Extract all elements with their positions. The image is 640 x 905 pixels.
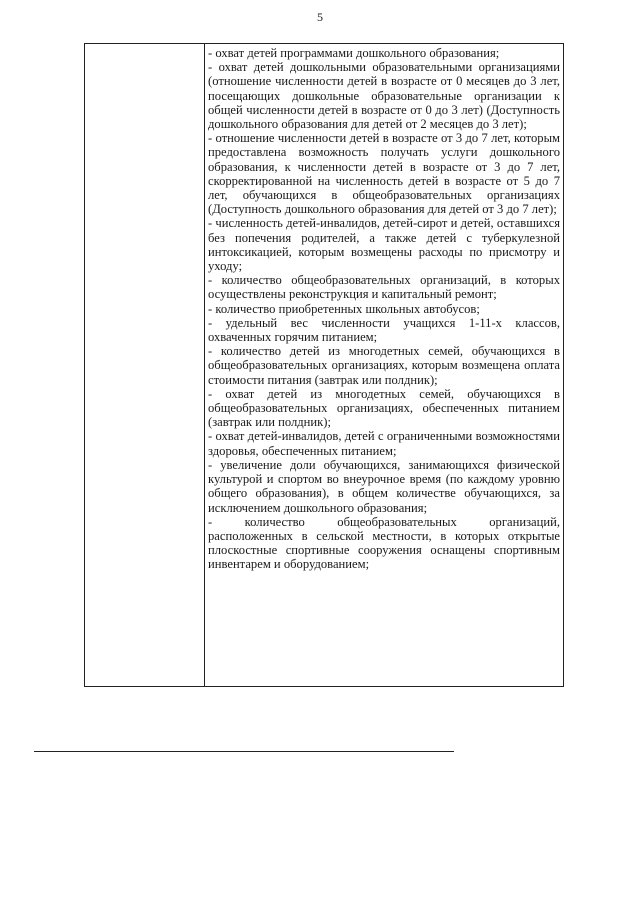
list-item: - охват детей программами дошкольного образования; [208,46,500,60]
list-item: - охват детей из многодетных семей, обучающихся в общеобразовательных организациях, обеспеченных питанием (завтрак или полдник); [208,386,560,430]
list-item: - охват детей дошкольными образовательными организациями (отношение численности детей в возрасте от 0 месяцев до 3 лет, посещающих дошкольные образовательные организации к общей численности детей в возрасте от 0 до 3 лет) (Доступность дошкольного образования для детей от 2 месяцев до 3 лет); [208,60,560,132]
indicator-table [84,43,564,687]
indicator-list [208,46,560,572]
list-item: - количество приобретенных школьных автобусов; [208,301,480,316]
list-item: - количество общеобразовательных организаций, в которых осуществлены реконструкция и капитальный ремонт; [208,273,560,302]
list-item: - увеличение доли обучающихся, занимающихся физической культурой и спортом во внеурочное время (по каждому уровню общего образования), в общем количестве обучающихся, за исключением дошкольного образования; [208,457,560,515]
column-divider [204,44,205,686]
list-item: - охват детей-инвалидов, детей с ограниченными возможностями здоровья, обеспеченных питанием; [208,429,560,458]
list-item: - количество общеобразовательных организаций, расположенных в сельской местности, в которых открытые плоскостные спортивные сооружения оснащены спортивным инвентарем и оборудованием; [208,514,560,572]
footer-rule [34,751,454,752]
list-item: - количество детей из многодетных семей, обучающихся в общеобразовательных организациях, которым возмещена оплата стоимости питания (завтрак или полдник); [208,344,560,387]
list-item: - численность детей-инвалидов, детей-сирот и детей, оставшихся без попечения родителей, а также детей с туберкулезной интоксикацией, которым возмещены расходы по присмотру и уходу; [208,216,560,274]
page-number: 5 [317,10,323,24]
list-item: - отношение численности детей в возрасте от 3 до 7 лет, которым предоставлена возможность получать услуги дошкольного образования, к численности детей в возрасте от 3 до 7 лет, скорректированной на численность детей в возрасте от 5 до 7 лет, обучающихся в общеобразовательных организациях (Доступность дошкольного образования для детей от 3 до 7 лет); [208,131,560,217]
list-item: - удельный вес численности учащихся 1-11-х классов, охваченных горячим питанием; [208,315,560,345]
